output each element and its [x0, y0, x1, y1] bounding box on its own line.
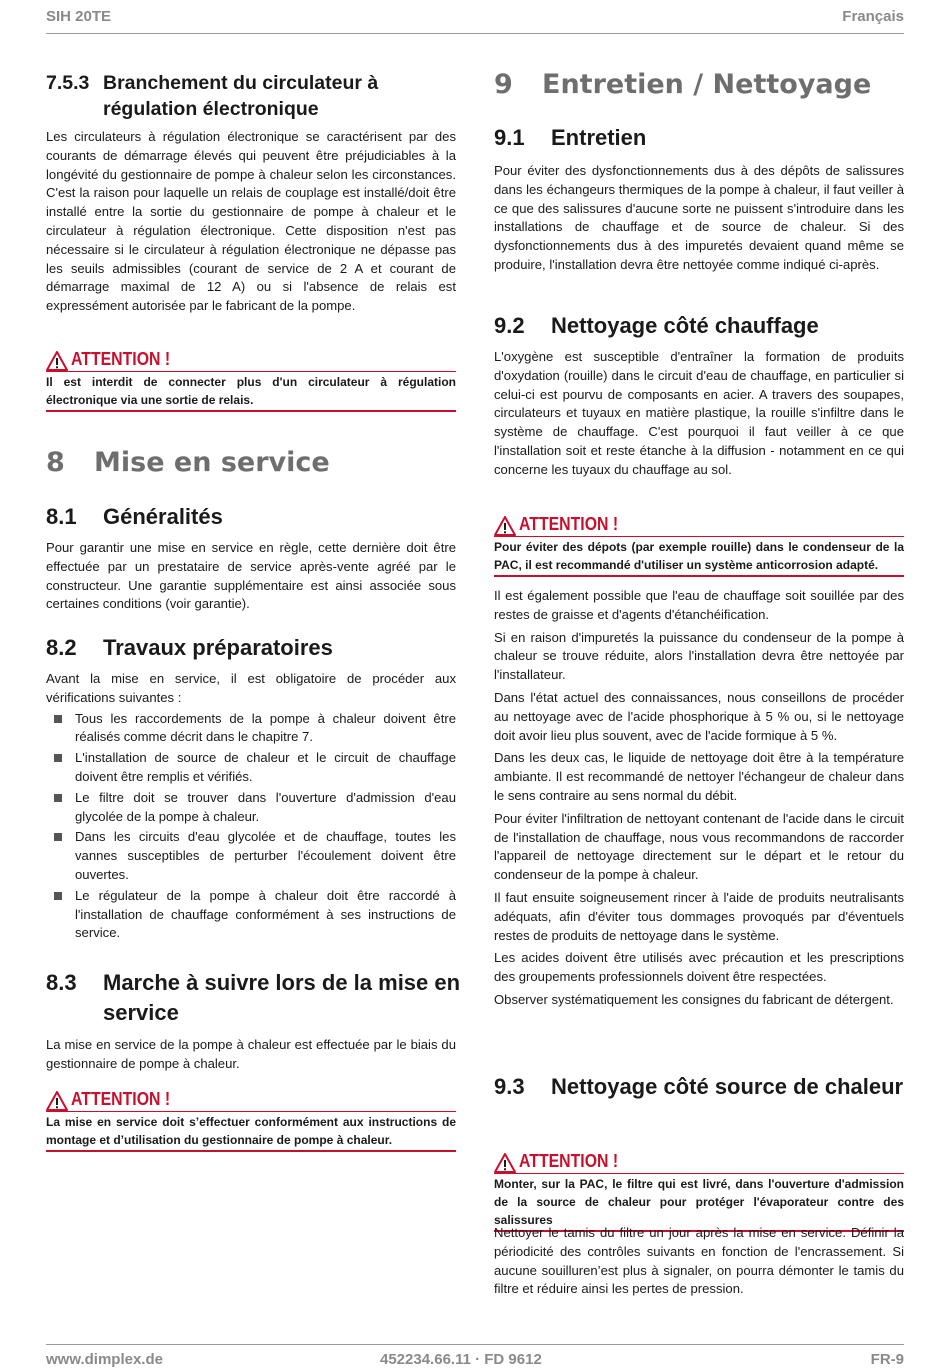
paragraph: L'oxygène est susceptible d'entraîner la formation de produits d'oxydation (rouille) dans le circuit d'eau de chauffage, en particulier si celui-ci est pourvu de composants en acier. A travers des soupapes, circulateurs et tuyaux en matière plastique, la rouille s'infiltre dans le système de chauffage. C'est pourquoi il faut veiller à ce que l'installation soit et reste étanche à la diffusion - notamment en ce qui concerne les tuyaux du chauffage au sol.: [494, 349, 904, 477]
header-model: SIH 20TE: [46, 8, 112, 25]
section-number: 7.5.3: [46, 72, 90, 94]
warning-label: ATTENTION !: [519, 1151, 619, 1171]
section-9-1-body: [494, 162, 904, 275]
paragraph: Dans l'état actuel des connaissances, nous conseillons de procéder au nettoyage avec de l'acide phosphorique à 5 % ou, si le nettoyage doit avoir lieu plus souvent, avec de l'acide formique à 5 %.: [494, 689, 904, 743]
page-header: [46, 8, 904, 34]
list-item: Dans les circuits d'eau glycolée et de chauffage, toutes les vannes susceptibles de perturber l'écoulement doivent être ouvertes.: [46, 828, 456, 884]
list-item: Tous les raccordements de la pompe à chaleur doivent être réalisés comme décrit dans le chapitre 7.: [46, 710, 456, 748]
paragraph: Pour garantir une mise en service en règle, cette dernière doit être effectuée par un prestataire de service après-vente agréé par le constructeur. Une garantie supplémentaire est ainsi associée sous certaines conditions (voir garantie).: [46, 540, 456, 612]
footer-page-number: FR-9: [870, 1351, 904, 1368]
section-9-1-heading: [494, 123, 914, 153]
section-number: 8.1: [46, 504, 77, 529]
section-title: Branchement du circulateur à régulation électronique: [103, 72, 379, 120]
section-8-2-body: [46, 670, 456, 943]
section-number: 9.1: [494, 125, 525, 150]
chapter-8-heading: [46, 447, 466, 479]
section-8-1-body: [46, 539, 456, 614]
paragraph: Dans les deux cas, le liquide de nettoyage doit être à la température ambiante. Il est recommandé de nettoyer l'échangeur de chaleur dans le sens contraire au sens normal du débit.: [494, 750, 904, 803]
section-title: Nettoyage côté chauffage: [551, 313, 819, 338]
section-9-2-heading: [494, 311, 914, 341]
section-title: Nettoyage côté source de chaleur: [551, 1074, 904, 1099]
section-7-5-3-body: [46, 128, 456, 316]
page-footer: [46, 1344, 904, 1370]
warning-triangle-icon: [494, 516, 516, 536]
paragraph: Nettoyer le tamis du filtre un jour après la mise en service. Définir la périodicité des contrôles suivants en fonction de l'encrassement. Si aucune souilluren’est plus à signaler, on pourra démonter le tamis du filtre et réduire ainsi les pertes de pression.: [494, 1225, 904, 1297]
chapter-number: 9: [494, 69, 513, 100]
warning-label: ATTENTION !: [71, 349, 171, 369]
section-number: 8.2: [46, 635, 77, 660]
section-8-1-heading: [46, 502, 466, 532]
chapter-title: Entretien / Nettoyage: [542, 69, 872, 100]
paragraph: Avant la mise en service, il est obligatoire de procéder aux vérifications suivantes :: [46, 671, 456, 705]
section-9-3-body: [494, 1224, 904, 1299]
warning-label: ATTENTION !: [71, 1089, 171, 1109]
section-9-2-body: [494, 348, 904, 480]
section-7-5-3-heading: [46, 70, 456, 122]
warning-header: [494, 515, 904, 537]
warning-box-corrosion: [494, 515, 904, 577]
warning-triangle-icon: [46, 1091, 68, 1111]
section-title: Marche à suivre lors de la mise en service: [103, 970, 461, 1025]
warning-header: [494, 1152, 904, 1174]
section-number: 9.3: [494, 1074, 525, 1099]
warning-label: ATTENTION !: [519, 514, 619, 534]
checklist: [46, 710, 456, 944]
warning-text: Il est interdit de connecter plus d'un circulateur à régulation électronique via une sortie de relais.: [46, 372, 456, 412]
warning-box-filter: [494, 1152, 904, 1232]
section-8-3-heading: [46, 968, 466, 1028]
paragraph: Pour éviter des dysfonctionnements dus à des dépôts de salissures dans les échangeurs thermiques de la pompe à chaleur, il faut veiller à ce que des salissures d'aucune sorte ne puissent s'introduire dans les installations de chauffage et de source de chaleur. Si des dysfonctionnements dus à des impuretés devaient quand même se produire, l'installation devra être nettoyée comme indiqué ci-après.: [494, 163, 904, 272]
section-9-2-details: [494, 587, 904, 1010]
paragraph: Les acides doivent être utilisés avec précaution et les prescriptions des groupements professionnels doivent être respectées.: [494, 950, 904, 985]
warning-box-relay: [46, 350, 456, 412]
warning-text: La mise en service doit s’effectuer conformément aux instructions de montage et d’utilisation du gestionnaire de pompe à chaleur.: [46, 1112, 456, 1152]
paragraph: Observer systématiquement les consignes du fabricant de détergent.: [494, 991, 894, 1007]
paragraph: Si en raison d'impuretés la puissance du condenseur de la pompe à chaleur se trouve réduite, alors l'installation devra être nettoyée par l'installateur.: [494, 629, 904, 683]
section-number: 8.3: [46, 970, 77, 995]
section-9-3-heading: [494, 1072, 914, 1102]
paragraph: La mise en service de la pompe à chaleur est effectuée par le biais du gestionnaire de pompe à chaleur.: [46, 1037, 456, 1071]
section-title: Entretien: [551, 125, 647, 150]
paragraph: Il faut ensuite soigneusement rincer à l'aide de produits neutralisants adéquats, afin d'éviter tous dommages provoqués par d'éventuels restes de produits de nettoyage dans le système.: [494, 889, 904, 943]
section-number: 9.2: [494, 313, 525, 338]
list-item: Le filtre doit se trouver dans l'ouverture d'admission d'eau glycolée de la pompe à chaleur.: [46, 789, 456, 827]
section-8-3-body: [46, 1036, 456, 1074]
warning-triangle-icon: [494, 1153, 516, 1173]
footer-website: www.dimplex.de: [46, 1351, 163, 1368]
warning-box-commissioning: [46, 1090, 456, 1152]
header-language: Français: [842, 8, 904, 25]
list-item: L'installation de source de chaleur et le circuit de chauffage doivent être remplis et vérifiés.: [46, 749, 456, 787]
list-item: Le régulateur de la pompe à chaleur doit être raccordé à l'installation de chauffage conformément à ses instructions de service.: [46, 887, 456, 943]
warning-header: [46, 1090, 456, 1112]
paragraph: Pour éviter l'infiltration de nettoyant contenant de l'acide dans le circuit de l'installation de chauffage, nous vous recommandons de raccorder l'appareil de nettoyage directement sur le départ et le retour du condenseur de la pompe à chaleur.: [494, 810, 904, 883]
footer-doc-number: 452234.66.11 · FD 9612: [380, 1351, 542, 1368]
section-title: Généralités: [103, 504, 223, 529]
chapter-title: Mise en service: [94, 447, 330, 478]
warning-header: [46, 350, 456, 372]
warning-text: Monter, sur la PAC, le filtre qui est livré, dans l'ouverture d'admission de la source de chaleur pour protéger l'évaporateur contre des salissures: [494, 1174, 904, 1232]
warning-text: Pour éviter des dépots (par exemple rouille) dans le condenseur de la PAC, il est recommandé d'utiliser un système anticorrosion adapté.: [494, 537, 904, 577]
chapter-9-heading: [494, 69, 914, 101]
warning-triangle-icon: [46, 351, 68, 371]
section-title: Travaux préparatoires: [103, 635, 333, 660]
paragraph: Les circulateurs à régulation électronique se caractérisent par des courants de démarrage élevés qui peuvent être préjudiciables à la longévité du gestionnaire de pompe à chaleur selon les circonstances. C'est la raison pour laquelle un relais de couplage est installé/doit être installé entre la sortie du gestionnaire de pompe à chaleur et le circulateur à régulation électronique. Cette disposition n'est pas nécessaire si le circulateur à régulation électronique ne dépasse pas les seuils admissibles (courant de service de 2 A et courant de démarrage maximal de 12 A) ou si l'absence de relais est expressément autorisée par le fabricant de la pompe.: [46, 129, 456, 314]
paragraph: Il est également possible que l'eau de chauffage soit souillée par des restes de graisse et d'agents d'étanchéification.: [494, 588, 904, 622]
section-8-2-heading: [46, 633, 466, 663]
chapter-number: 8: [46, 447, 65, 478]
